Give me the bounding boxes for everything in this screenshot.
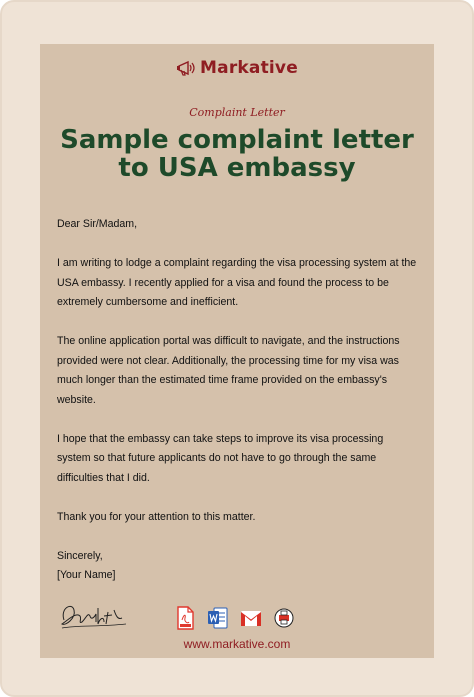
page-title [40, 126, 434, 182]
letter-body [57, 215, 419, 586]
megaphone-icon [176, 59, 198, 77]
title-line-2: to USA embassy [118, 153, 356, 183]
sender-name: [Your Name] [57, 569, 116, 581]
gmail-icon[interactable] [240, 606, 262, 630]
website-url[interactable]: www.markative.com [183, 637, 291, 651]
letter-category: Complaint Letter [189, 106, 285, 119]
title-line-1: Sample complaint letter [60, 125, 414, 155]
brand-name: Markative [200, 58, 298, 78]
salutation: Dear Sir/Madam, [57, 218, 138, 230]
word-icon[interactable] [207, 606, 229, 630]
signature-image [58, 598, 130, 637]
signoff: Sincerely, [57, 549, 103, 562]
paragraph-3: I hope that the embassy can take steps to improve its visa processing system so that future applicants do not have to go through the same difficulties that I did. [57, 432, 384, 484]
paragraph-1: I am writing to lodge a complaint regarding the visa processing system at the USA embassy. I recently applied for a visa and found the process to be extremely cumbersome and inefficient. [57, 257, 417, 308]
brand-logo [40, 58, 434, 78]
closing-thanks: Thank you for your attention to this matter. [57, 510, 256, 523]
letter-card [40, 44, 434, 658]
print-icon[interactable] [273, 606, 295, 630]
pdf-icon[interactable] [174, 606, 196, 630]
download-icons [174, 606, 295, 630]
paragraph-2: The online application portal was difficult to navigate, and the instructions provided were not clear. Additionally, the processing time for my visa was much longer than the estimated time frame provided on the embassy's website. [57, 335, 400, 406]
